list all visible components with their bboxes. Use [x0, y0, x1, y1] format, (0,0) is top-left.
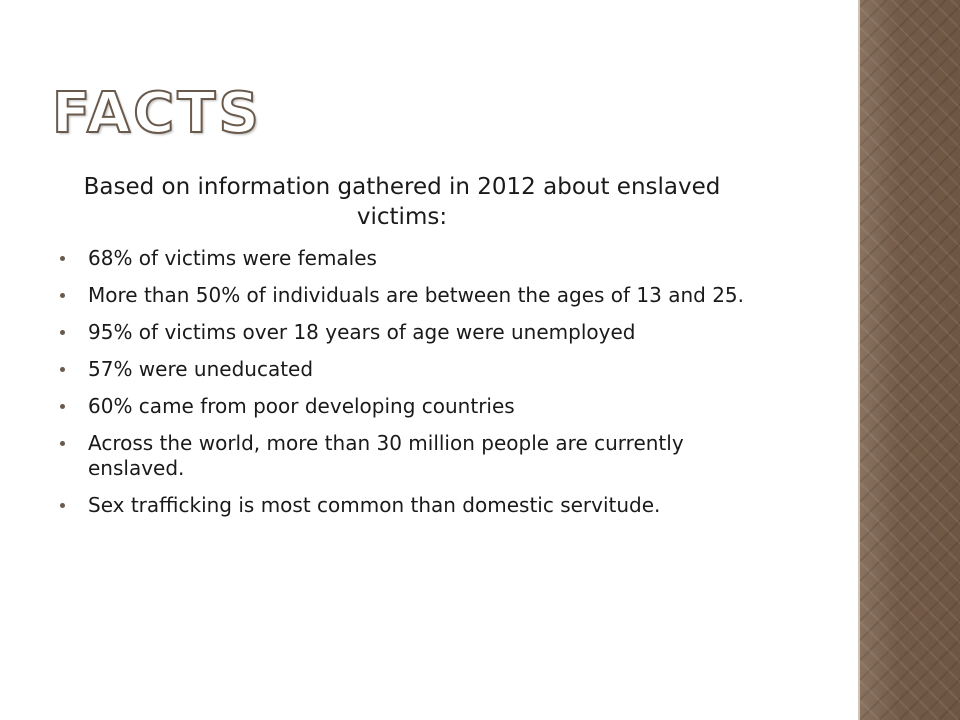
slide-body: [52, 172, 752, 530]
decorative-side-panel: [858, 0, 960, 720]
slide-title: FACTS: [52, 81, 262, 146]
fact-item: [52, 320, 752, 345]
fact-text: 95% of victims over 18 years of age were unemployed: [88, 320, 636, 344]
fact-item: [52, 283, 752, 308]
fact-item: [52, 394, 752, 419]
bullet-icon: [60, 256, 65, 261]
bullet-icon: [60, 330, 65, 335]
bullet-icon: [60, 367, 65, 372]
bullet-icon: [60, 404, 65, 409]
fact-text: Across the world, more than 30 million people are currently enslaved.: [88, 431, 684, 480]
fact-item: [52, 246, 752, 271]
fact-item: [52, 493, 752, 518]
fact-text: Sex trafficking is most common than domestic servitude.: [88, 493, 661, 517]
side-panel-divider: [858, 0, 860, 720]
fact-item: [52, 357, 752, 382]
fact-item: [52, 431, 752, 481]
bullet-icon: [60, 293, 65, 298]
bullet-icon: [60, 441, 65, 446]
fact-text: 68% of victims were females: [88, 246, 377, 270]
fact-text: More than 50% of individuals are between the ages of 13 and 25.: [88, 283, 745, 307]
fact-text: 57% were uneducated: [88, 357, 314, 381]
intro-text: Based on information gathered in 2012 about enslaved victims:: [83, 174, 721, 230]
bullet-icon: [60, 503, 65, 508]
fact-list: [52, 246, 752, 518]
fact-text: 60% came from poor developing countries: [88, 394, 515, 418]
